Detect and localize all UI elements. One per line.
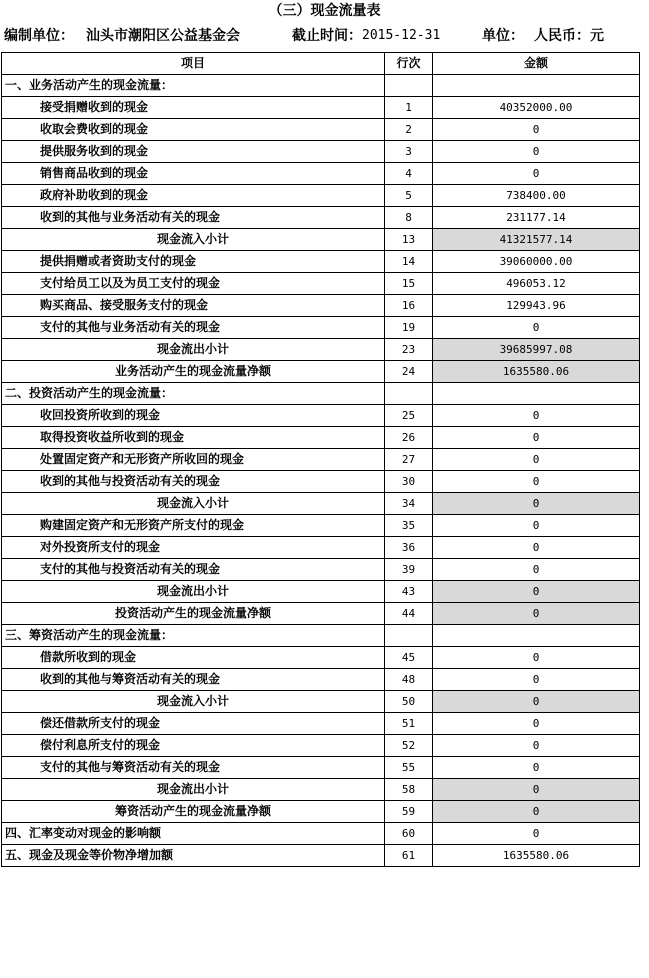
table-row	[2, 581, 640, 603]
table-row	[2, 691, 640, 713]
table-row	[2, 317, 640, 339]
cash-flow-table	[1, 52, 640, 867]
row-item: 政府补助收到的现金	[2, 185, 385, 207]
row-item: 收到的其他与投资活动有关的现金	[2, 471, 385, 493]
unit-value: 人民币：元	[534, 28, 604, 44]
row-amount: 0	[433, 449, 640, 471]
table-row	[2, 537, 640, 559]
row-amount: 0	[433, 713, 640, 735]
row-item: 一、业务活动产生的现金流量：	[2, 75, 385, 97]
row-amount: 496053.12	[433, 273, 640, 295]
row-amount	[433, 383, 640, 405]
table-row	[2, 779, 640, 801]
date-label: 截止时间：	[292, 28, 362, 44]
row-item: 现金流入小计	[2, 229, 385, 251]
table-row	[2, 625, 640, 647]
table-row	[2, 669, 640, 691]
table-row	[2, 251, 640, 273]
row-item: 现金流入小计	[2, 493, 385, 515]
row-amount: 0	[433, 427, 640, 449]
row-line-number: 13	[385, 229, 433, 251]
row-amount: 0	[433, 735, 640, 757]
row-item: 四、汇率变动对现金的影响额	[2, 823, 385, 845]
row-line-number: 55	[385, 757, 433, 779]
row-amount: 0	[433, 471, 640, 493]
row-line-number: 3	[385, 141, 433, 163]
row-item: 取得投资收益所收到的现金	[2, 427, 385, 449]
row-item: 业务活动产生的现金流量净额	[2, 361, 385, 383]
table-row	[2, 207, 640, 229]
row-item: 对外投资所支付的现金	[2, 537, 385, 559]
table-body	[2, 75, 640, 867]
row-item: 现金流出小计	[2, 339, 385, 361]
row-amount: 0	[433, 493, 640, 515]
table-row	[2, 471, 640, 493]
row-item: 收回投资所收到的现金	[2, 405, 385, 427]
row-amount: 1635580.06	[433, 845, 640, 867]
row-item: 购建固定资产和无形资产所支付的现金	[2, 515, 385, 537]
row-line-number: 27	[385, 449, 433, 471]
row-line-number: 39	[385, 559, 433, 581]
table-row	[2, 119, 640, 141]
table-row	[2, 405, 640, 427]
row-line-number: 45	[385, 647, 433, 669]
table-row	[2, 97, 640, 119]
row-line-number: 44	[385, 603, 433, 625]
row-amount: 738400.00	[433, 185, 640, 207]
row-line-number: 4	[385, 163, 433, 185]
page-title: （三）现金流量表	[268, 3, 381, 19]
row-item: 三、筹资活动产生的现金流量：	[2, 625, 385, 647]
row-amount: 40352000.00	[433, 97, 640, 119]
row-amount: 0	[433, 823, 640, 845]
table-row	[2, 383, 640, 405]
row-line-number: 8	[385, 207, 433, 229]
table-header-row	[2, 53, 640, 75]
row-line-number: 15	[385, 273, 433, 295]
row-item: 销售商品收到的现金	[2, 163, 385, 185]
table-row	[2, 823, 640, 845]
row-item: 购买商品、接受服务支付的现金	[2, 295, 385, 317]
row-amount: 0	[433, 119, 640, 141]
row-amount: 39685997.08	[433, 339, 640, 361]
row-line-number: 51	[385, 713, 433, 735]
row-item: 现金流入小计	[2, 691, 385, 713]
row-item: 投资活动产生的现金流量净额	[2, 603, 385, 625]
row-line-number: 60	[385, 823, 433, 845]
row-amount: 41321577.14	[433, 229, 640, 251]
row-item: 二、投资活动产生的现金流量：	[2, 383, 385, 405]
table-row	[2, 735, 640, 757]
row-line-number: 23	[385, 339, 433, 361]
row-item: 接受捐赠收到的现金	[2, 97, 385, 119]
row-item: 支付的其他与业务活动有关的现金	[2, 317, 385, 339]
row-line-number: 59	[385, 801, 433, 823]
row-amount: 0	[433, 801, 640, 823]
row-line-number	[385, 75, 433, 97]
table-row	[2, 801, 640, 823]
row-amount: 0	[433, 537, 640, 559]
row-item: 现金流出小计	[2, 779, 385, 801]
row-line-number: 34	[385, 493, 433, 515]
row-amount: 0	[433, 559, 640, 581]
row-item: 提供捐赠或者资助支付的现金	[2, 251, 385, 273]
table-row	[2, 449, 640, 471]
header-line: 行次	[385, 53, 433, 75]
row-line-number: 58	[385, 779, 433, 801]
row-amount: 129943.96	[433, 295, 640, 317]
row-amount: 0	[433, 317, 640, 339]
row-amount: 0	[433, 405, 640, 427]
row-amount: 0	[433, 647, 640, 669]
table-row	[2, 757, 640, 779]
row-line-number: 5	[385, 185, 433, 207]
row-item: 处置固定资产和无形资产所收回的现金	[2, 449, 385, 471]
row-amount: 39060000.00	[433, 251, 640, 273]
row-item: 借款所收到的现金	[2, 647, 385, 669]
row-item: 支付的其他与投资活动有关的现金	[2, 559, 385, 581]
row-item: 支付的其他与筹资活动有关的现金	[2, 757, 385, 779]
row-amount	[433, 75, 640, 97]
row-line-number: 19	[385, 317, 433, 339]
row-line-number: 35	[385, 515, 433, 537]
row-line-number: 16	[385, 295, 433, 317]
date-value: 2015-12-31	[362, 28, 441, 43]
row-item: 提供服务收到的现金	[2, 141, 385, 163]
table-row	[2, 185, 640, 207]
table-row	[2, 75, 640, 97]
row-amount: 0	[433, 691, 640, 713]
table-row	[2, 845, 640, 867]
row-line-number: 30	[385, 471, 433, 493]
row-line-number: 25	[385, 405, 433, 427]
row-amount	[433, 625, 640, 647]
row-item: 收到的其他与业务活动有关的现金	[2, 207, 385, 229]
table-row	[2, 229, 640, 251]
row-amount: 0	[433, 581, 640, 603]
row-amount: 0	[433, 141, 640, 163]
row-line-number: 36	[385, 537, 433, 559]
report-meta	[4, 26, 644, 46]
row-amount: 0	[433, 603, 640, 625]
row-item: 偿还借款所支付的现金	[2, 713, 385, 735]
row-line-number	[385, 625, 433, 647]
row-amount: 0	[433, 757, 640, 779]
row-item: 收取会费收到的现金	[2, 119, 385, 141]
row-item: 支付给员工以及为员工支付的现金	[2, 273, 385, 295]
row-amount: 0	[433, 669, 640, 691]
row-line-number: 1	[385, 97, 433, 119]
header-item: 项目	[2, 53, 385, 75]
table-row	[2, 647, 640, 669]
row-line-number: 48	[385, 669, 433, 691]
table-row	[2, 515, 640, 537]
row-line-number: 61	[385, 845, 433, 867]
table-row	[2, 493, 640, 515]
table-row	[2, 273, 640, 295]
table-row	[2, 141, 640, 163]
row-item: 收到的其他与筹资活动有关的现金	[2, 669, 385, 691]
table-row	[2, 163, 640, 185]
row-line-number: 24	[385, 361, 433, 383]
row-amount: 0	[433, 163, 640, 185]
table-row	[2, 427, 640, 449]
row-line-number	[385, 383, 433, 405]
unit-label: 单位：	[482, 28, 524, 44]
row-line-number: 26	[385, 427, 433, 449]
row-line-number: 52	[385, 735, 433, 757]
table-row	[2, 295, 640, 317]
row-item: 现金流出小计	[2, 581, 385, 603]
org-label: 编制单位：	[4, 28, 74, 44]
table-row	[2, 713, 640, 735]
row-amount: 0	[433, 779, 640, 801]
row-line-number: 14	[385, 251, 433, 273]
row-item: 偿付利息所支付的现金	[2, 735, 385, 757]
row-line-number: 50	[385, 691, 433, 713]
row-amount: 1635580.06	[433, 361, 640, 383]
header-amount: 金额	[433, 53, 640, 75]
table-row	[2, 559, 640, 581]
row-amount: 0	[433, 515, 640, 537]
table-row	[2, 339, 640, 361]
org-value: 汕头市潮阳区公益基金会	[86, 28, 240, 44]
row-line-number: 43	[385, 581, 433, 603]
row-line-number: 2	[385, 119, 433, 141]
row-amount: 231177.14	[433, 207, 640, 229]
row-item: 五、现金及现金等价物净增加额	[2, 845, 385, 867]
table-row	[2, 603, 640, 625]
row-item: 筹资活动产生的现金流量净额	[2, 801, 385, 823]
table-row	[2, 361, 640, 383]
